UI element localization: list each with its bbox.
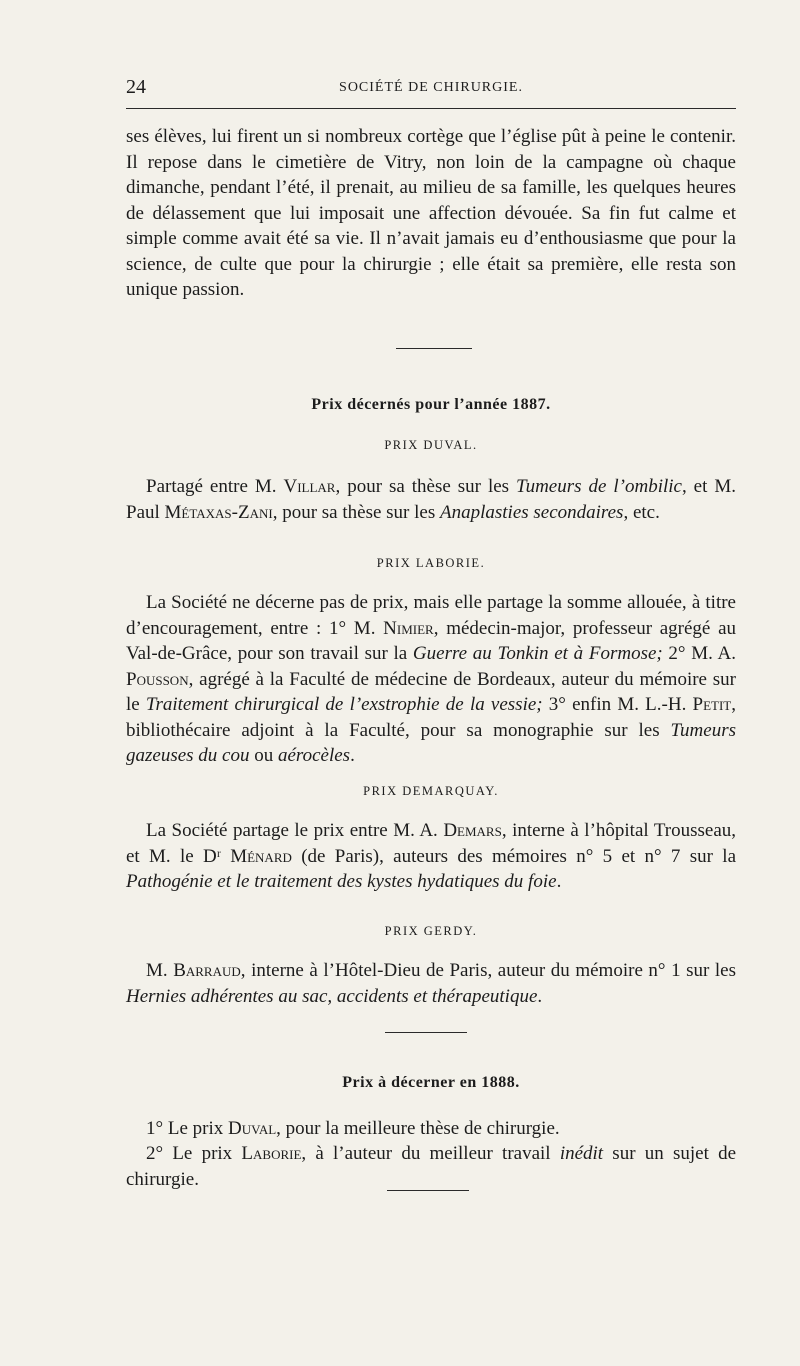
section-title-1888: Prix à décerner en 1888. xyxy=(342,1074,520,1091)
section-separator xyxy=(385,1032,467,1033)
prize-paragraph-gerdy: M. Barraud, interne à l’Hôtel-Dieu de Paris, auteur du mémoire n° 1 sur les Hernies adhérentes au sac, accidents et thérapeutique. xyxy=(126,960,736,1007)
prize-paragraph-duval: Partagé entre M. Villar, pour sa thèse sur les Tumeurs de l’ombilic, et M. Paul Métaxas-Zani, pour sa thèse sur les Anaplasties secondaires, etc. xyxy=(126,476,737,523)
prize-paragraph-laborie: La Société ne décerne pas de prix, mais elle partage la somme allouée, à titre d’encouragement, entre : 1° M. Nimier, médecin-major, professeur agrégé au Val-de-Grâce, pour son travail sur la Guerre au Tonkin et à Formose; 2° M. A. Pousson, agrégé à la Faculté de médecine de Bordeaux, auteur du mémoire sur le Traitement chirurgical de l’exstrophie de la vessie; 3° enfin M. L.-H. Petit, bibliothécaire adjoint à la Faculté, pour sa monographie sur les Tumeurs gazeuses du cou ou aérocèles. xyxy=(126,592,737,766)
section-separator xyxy=(396,348,472,349)
header-rule xyxy=(126,108,736,109)
prize-heading-laborie: PRIX LABORIE. xyxy=(376,556,486,570)
prize-heading-duval: PRIX DUVAL. xyxy=(384,438,478,452)
page-header xyxy=(126,76,736,100)
running-title: SOCIÉTÉ DE CHIRURGIE. xyxy=(339,80,523,95)
prize-paragraph-demarquay: La Société partage le prix entre M. A. Demars, interne à l’hôpital Trousseau, et M. le Dʳ Ménard (de Paris), auteurs des mémoires n° 5 et n° 7 sur la Pathogénie et le traitement des kystes hydatiques du foie. xyxy=(126,820,737,892)
end-separator xyxy=(387,1190,469,1191)
list-item: 2° Le prix Laborie, à l’auteur du meilleur travail inédit sur un sujet de chirurgie. xyxy=(126,1143,736,1190)
opening-paragraph: ses élèves, lui firent un si nombreux cortège que l’église pût à peine le contenir. Il repose dans le cimetière de Vitry, non loin de la campagne où chaque dimanche, pendant l’été, il prenait, au milieu de sa famille, les quelques heures de délassement que lui imposait une affection dévouée. Sa fin fut calme et simple comme avait été sa vie. Il n’avait jamais eu d’enthousiasme que pour la science, de culte que pour la chirurgie ; elle était sa première, elle resta son unique passion. xyxy=(126,126,736,300)
list-item: 1° Le prix Duval, pour la meilleure thèse de chirurgie. xyxy=(146,1118,560,1139)
prize-heading-gerdy: PRIX GERDY. xyxy=(384,924,478,938)
prize-heading-demarquay: PRIX DEMARQUAY. xyxy=(363,784,499,798)
section-title-1887: Prix décernés pour l’année 1887. xyxy=(311,396,551,413)
page-number: 24 xyxy=(126,76,146,98)
